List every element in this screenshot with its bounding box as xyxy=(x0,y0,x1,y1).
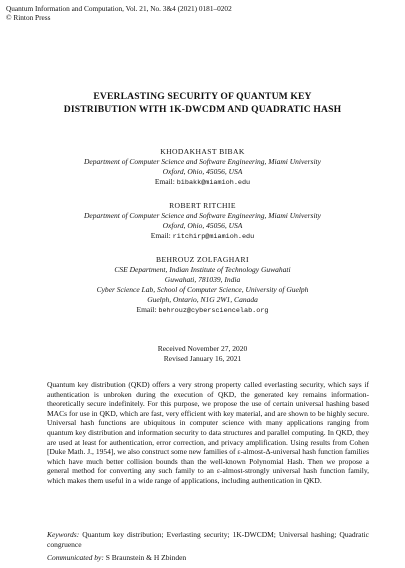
submission-dates xyxy=(0,344,405,363)
author-affiliation: Guwahati, 781039, India xyxy=(164,275,241,285)
copyright-notice: © Rinton Press xyxy=(6,13,51,23)
keywords xyxy=(47,530,369,549)
author-email: behrouz@cybersciencelab.org xyxy=(158,307,269,316)
author-block-3 xyxy=(0,255,405,317)
author-email: bibakk@miamioh.edu xyxy=(176,179,251,188)
author-affiliation: Oxford, Ohio, 45056, USA xyxy=(162,221,243,231)
author-affiliation: Department of Computer Science and Software Engineering, Miami University xyxy=(84,211,321,220)
author-email-line xyxy=(0,305,405,316)
author-affiliation: Guelph, Ontario, N1G 2W1, Canada xyxy=(147,295,258,305)
author-affiliation: Department of Computer Science and Software Engineering, Miami University xyxy=(84,157,321,166)
author-affiliation: Oxford, Ohio, 45056, USA xyxy=(162,167,243,177)
communicated-by xyxy=(47,553,369,563)
abstract-text: Quantum key distribution (QKD) offers a very strong property called everlasting security, which says if authentication is unbroken during the execution of QKD, the generated key remains information-theoretically secure indefinitely. For this purpose, we propose the use of certain universal hashing based MACs for use in QKD, which are fast, very efficient with key material, and are shown to be highly secure. Universal hash functions are ubiquitous in computer science with many applications ranging from quantum key distribution and information security to data structures and parallel computing. In QKD, they are used at least for authentication, error correction, and privacy amplification. Using results from Cohen [Duke Math. J., 1954], we also construct some new families of ε-almost-Δ-universal hash function families which have much better collision bounds than the well-known Polynomial Hash. Then we propose a general method for converting any such family to an ε-almost-strongly universal hash function family, which makes them useful in a wide range of applications, including authentication in QKD. xyxy=(47,380,369,485)
communicated-text: S Braunstein & H Zbinden xyxy=(105,553,187,562)
revised-date: Revised January 16, 2021 xyxy=(163,353,242,363)
received-date: Received November 27, 2020 xyxy=(157,344,248,353)
title-line-1: EVERLASTING SECURITY OF QUANTUM KEY xyxy=(93,91,312,102)
author-name: KHODAKHAST BIBAK xyxy=(160,147,245,156)
communicated-label: Communicated by: xyxy=(47,553,104,562)
author-block-2 xyxy=(0,201,405,242)
journal-citation: Quantum Information and Computation, Vol. 21, No. 3&4 (2021) 0181–0202 xyxy=(6,4,232,13)
keywords-text: Quantum key distribution; Everlasting security; 1K-DWCDM; Universal hashing; Quadratic congruence xyxy=(47,530,369,549)
author-email-line xyxy=(0,177,405,188)
email-label: Email: xyxy=(136,305,157,315)
email-label: Email: xyxy=(150,231,171,241)
author-email-line xyxy=(0,231,405,242)
email-label: Email: xyxy=(154,177,175,187)
keywords-label: Keywords: xyxy=(47,530,80,539)
author-affiliation: Cyber Science Lab, School of Computer Science, University of Guelph xyxy=(96,285,309,295)
author-name: ROBERT RITCHIE xyxy=(169,201,236,210)
paper-title xyxy=(0,91,405,116)
journal-header xyxy=(6,4,232,22)
author-block-1 xyxy=(0,147,405,188)
title-line-2: DISTRIBUTION WITH 1K-DWCDM AND QUADRATIC HASH xyxy=(63,103,342,115)
author-affiliation: CSE Department, Indian Institute of Technology Guwahati xyxy=(114,265,291,274)
author-email: ritchirp@miamioh.edu xyxy=(172,233,255,242)
author-name: BEHROUZ ZOLFAGHARI xyxy=(156,255,249,264)
